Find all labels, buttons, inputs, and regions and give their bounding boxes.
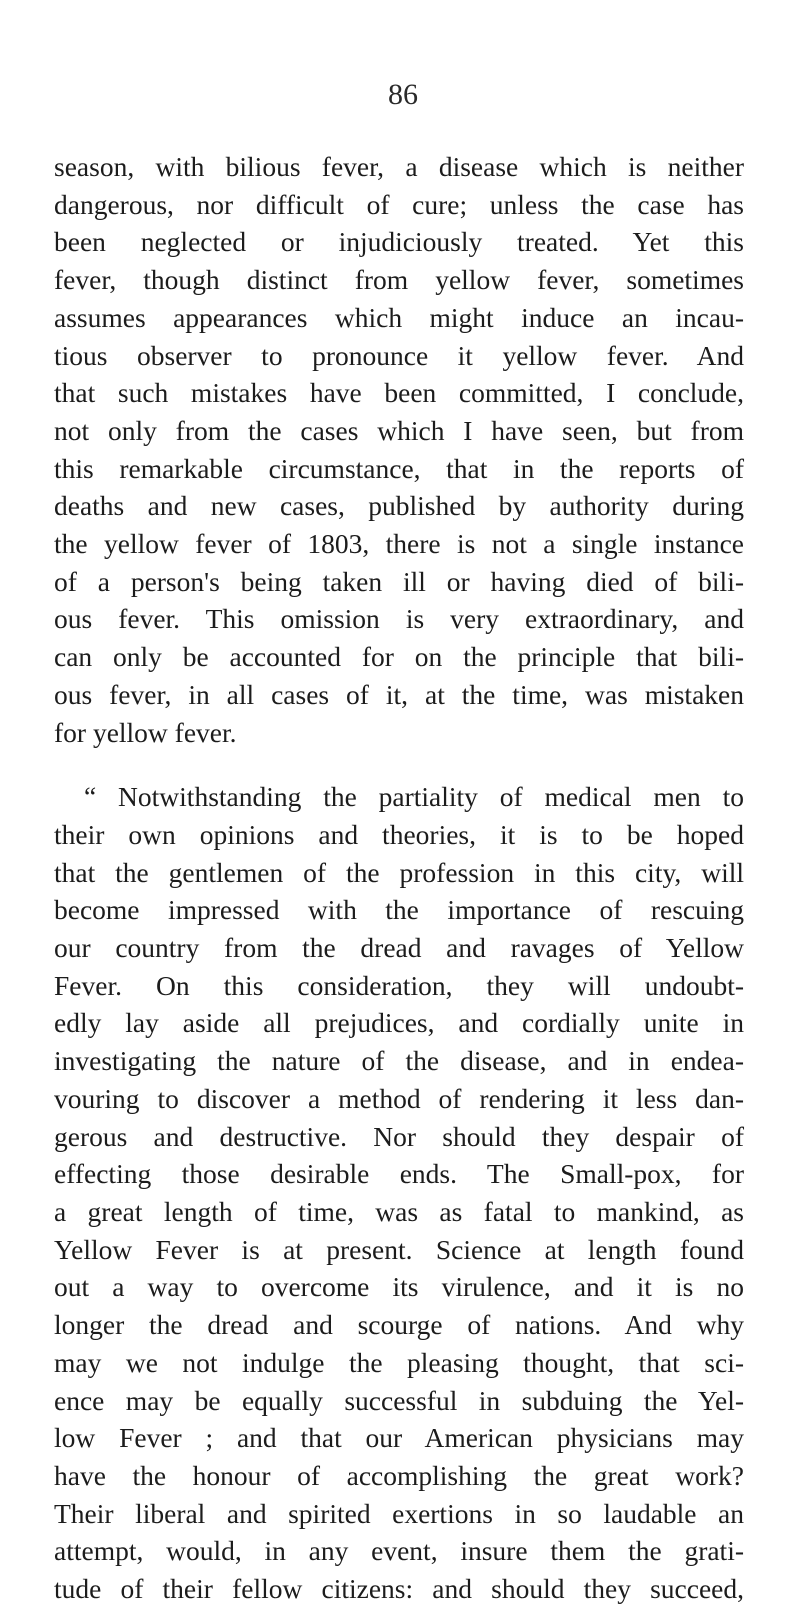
text-line: deaths and new cases, published by authority during (54, 490, 744, 522)
text-line: effecting those desirable ends. The Small-pox, for (54, 1158, 744, 1190)
text-line: this remarkable circumstance, that in the reports of (54, 452, 744, 484)
text-line: low Fever ; and that our American physicians may (54, 1422, 744, 1454)
text-line: their own opinions and theories, it is to be hoped (54, 818, 744, 850)
text-line: have the honour of accomplishing the great work? (54, 1459, 744, 1491)
text-line: may we not indulge the pleasing thought, that sci- (54, 1346, 744, 1378)
text-line: of a person's being taken ill or having died of bili- (54, 565, 744, 597)
text-line: that such mistakes have been committed, I conclude, (54, 377, 744, 409)
text-line: ous fever, in all cases of it, at the time, was mistaken (54, 678, 744, 710)
body-text (54, 148, 744, 1608)
text-line: ous fever. This omission is very extraordinary, and (54, 603, 744, 635)
page-number: 86 (388, 78, 418, 111)
paragraph-gap (54, 751, 744, 778)
text-line: a great length of time, was as fatal to mankind, as (54, 1195, 744, 1227)
text-line: vouring to discover a method of rendering it less dan- (54, 1082, 744, 1114)
text-line: not only from the cases which I have seen, but from (54, 414, 744, 446)
text-line: tude of their fellow citizens: and should they succeed, (54, 1573, 744, 1605)
text-line: Fever. On this consideration, they will undoubt- (54, 969, 744, 1001)
text-line: the yellow fever of 1803, there is not a single instance (54, 528, 744, 560)
text-line: out a way to overcome its virulence, and it is no (54, 1271, 744, 1303)
text-line: tious observer to pronounce it yellow fever. And (54, 339, 744, 371)
text-line: investigating the nature of the disease, and in endea- (54, 1045, 744, 1077)
text-line: that the gentlemen of the profession in this city, will (54, 856, 744, 888)
text-line: attempt, would, in any event, insure them the grati- (54, 1535, 744, 1567)
text-line: become impressed with the importance of rescuing (54, 894, 744, 926)
text-line: dangerous, nor difficult of cure; unless the case has (54, 188, 744, 220)
paragraph-2 (54, 778, 744, 1607)
text-line: can only be accounted for on the principle that bili- (54, 641, 744, 673)
text-line: longer the dread and scourge of nations. And why (54, 1309, 744, 1341)
text-line: “ Notwithstanding the partiality of medical men to (84, 781, 744, 813)
text-line: Their liberal and spirited exertions in so laudable an (54, 1497, 744, 1529)
text-line: been neglected or injudiciously treated. Yet this (54, 226, 744, 258)
text-line: ence may be equally successful in subduing the Yel- (54, 1384, 744, 1416)
text-line: gerous and destructive. Nor should they despair of (54, 1120, 744, 1152)
text-line: for yellow fever. (54, 716, 237, 748)
text-line: assumes appearances which might induce an incau- (54, 301, 744, 333)
text-line: Yellow Fever is at present. Science at length found (54, 1233, 744, 1265)
text-line: edly lay aside all prejudices, and cordially unite in (54, 1007, 744, 1039)
paragraph-1 (54, 148, 744, 751)
text-line: fever, though distinct from yellow fever, sometimes (54, 264, 744, 296)
text-line: our country from the dread and ravages of Yellow (54, 932, 744, 964)
text-line: season, with bilious fever, a disease which is neither (54, 151, 744, 182)
